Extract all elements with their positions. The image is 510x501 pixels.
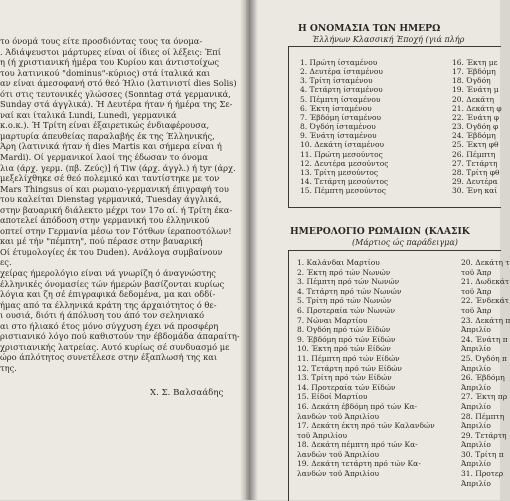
list-item: 10. Έκτη πρό τών Είδών — [297, 344, 391, 354]
list-item: τοϋ Άπρ — [461, 267, 492, 277]
list-item: 29. Τετάρτη — [461, 430, 507, 440]
list-item: και μέ τήν "πέμπτη", πού πέρασε στην βαυαρική — [0, 236, 203, 247]
list-item: 20. Δεκάτη — [452, 94, 495, 104]
list-item: Άρη (λατινικά ήταν ή dies Martis και σήμερα είναι ή — [0, 141, 222, 152]
list-item: Άπριλίο — [461, 401, 491, 411]
list-item: λόγια και ζη σέ έπιγραφικά δεδομένα, μα και οδδί- — [0, 289, 216, 300]
list-item: 22. Ένάτη φ — [452, 112, 499, 122]
list-item: στην βαυαρική διάλεκτο μέχρι τον 17ο αί. ή Τρίτη έκα- — [0, 204, 233, 215]
list-item: ριστιανικό λόγο πού καθιστούν την έβδομάδα άπαραίτη- — [0, 331, 240, 342]
list-item: 27. Έκτη πρ — [461, 392, 508, 402]
list-item: 25. Όγδόη π — [461, 353, 507, 363]
list-item: αν είναι άμεσοφανή στό θεό Ήλιο (λατινιστί dies Solis) — [0, 78, 237, 89]
list-item: 26. Έβδόμη — [461, 373, 505, 383]
list-item: 28. Πέμπτη — [461, 411, 505, 421]
list-item: Άπριλίο — [461, 459, 491, 469]
list-item: λανδών τοϋ Άπριλίου — [297, 411, 380, 421]
list-item: Άπριλίο — [461, 344, 491, 354]
list-item: Mardi). Οί γερμανικοί λαοί της έδωσαν το όνομα — [0, 152, 208, 163]
section-title-greek-days: Η ΟΝΟΜΑΣΙΑ ΤΩΝ ΗΜΕΡΩ — [298, 23, 441, 34]
list-item: 21. Δεκάτη φ — [452, 103, 502, 113]
list-item: 5. Τρίτη πρό τών Νωνών — [297, 296, 392, 306]
list-item: 11. Πρώτη μεσούντος — [300, 149, 383, 159]
list-item: 5. Πέμπτη ίσταμένου — [300, 94, 381, 104]
list-item: 17. Έβδόμη — [452, 67, 496, 77]
list-item: κ.ο.κ.). Ή Τρίτη είναι έξαιρετικώς ένδιαφέρουσα, — [0, 120, 210, 131]
list-item: Άπριλίο — [461, 363, 491, 373]
essay-text — [0, 36, 240, 398]
list-item: αι στο ήλιακό έτος μόνο σύγχυση έχει νά προσφέρη — [0, 320, 219, 331]
list-item: 7. Έβδόμη ίσταμένου — [300, 112, 382, 122]
author-signature: Χ. Σ. Βαλσαάδης — [150, 388, 224, 398]
list-item: 14. Προτεραία τών Είδών — [297, 382, 396, 392]
list-item: έλληνικές όνομασίες τών ήμερών βασίζονται κυρίως — [0, 278, 225, 289]
list-item: αποτελεί άπόδοση στην γερμανική του έλληνικού — [0, 215, 210, 226]
list-item: Άπριλίο — [461, 440, 491, 450]
list-item: 2. Έκτη πρό τών Νωνών — [297, 267, 391, 277]
list-item: 17. Δεκάτη έκτη πρό τών Καλανδών — [297, 421, 435, 431]
list-item: η (ή χριστιανική ήμέρα του Κυρίου και άντιστοίχως — [0, 57, 220, 68]
left-page — [0, 0, 246, 500]
list-item: 12. Τετάρτη πρό τών Είδών — [297, 363, 402, 373]
list-item: λια (άρχ. γερμ. (πβ. Ζεύς)] ή Tiw (άρχ. άγγλ.) ή tyr (άρχ. — [0, 162, 236, 173]
list-item: λανδών τοϋ Άπριλίου — [297, 449, 380, 459]
list-item: 7. Νώναι Μαρτίου — [297, 315, 368, 325]
list-item: 30. Τρίτη π — [461, 449, 504, 459]
list-item: 1. Πρώτη ίσταμένου — [300, 58, 378, 67]
list-item: οπτεί στην Γερμανία μέσω τον Γότθων ίεραποστόλων! — [0, 225, 232, 236]
greek-days-list-col1 — [300, 58, 468, 195]
list-item: 6. Προτεραία τών Νωνών — [297, 305, 396, 315]
list-item: 8. Όγδόη ίσταμένου — [300, 122, 376, 132]
section-subtitle-roman-calendar: (Μάρτιος ώς παράδειγμα) — [352, 238, 458, 247]
list-item: 8. Όγδόη πρό τών Είδών — [297, 325, 391, 335]
list-item: 12. Δευτέρα μεσούντος — [300, 158, 389, 168]
list-item: λανδών τοϋ Άπριλίου — [297, 469, 380, 479]
list-item: Mars Thingsus οί και ρωμαιο-γερμανική έπιγραφή του — [0, 183, 229, 194]
list-item: 19. Δεκάτη τετάρτη πρό τών Κα- — [297, 459, 421, 469]
list-item: Άπριλίο — [461, 325, 491, 335]
list-item: 24. Ένάτη π — [461, 334, 508, 344]
list-item: 31. Προτερ — [461, 469, 504, 479]
list-item: ι ουσιά, διότι ή άπόλυση του άπό τον σεληνιακό — [0, 310, 205, 321]
list-item: 13. Τρίτη μεσούντος — [300, 167, 379, 177]
list-item: 13. Τρίτη πρό τών Είδών — [297, 373, 392, 383]
list-item: 3. Πέμπτη πρό τών Νωνών — [297, 277, 400, 287]
book-gutter — [240, 0, 258, 500]
list-item: . Άδιάψευστοι μάρτυρες είναι οί ίδιες οί λέξεις: Έπί — [0, 46, 221, 57]
list-item: 10. Δεκάτη ίσταμένου — [300, 140, 385, 150]
list-item: το όνομά τους είτε προσδιόντας τους τα όνομα- — [0, 36, 203, 46]
list-item: μεξελίχθηκε σέ θεό πολεμικό και ταυτίστηκε με τον — [0, 173, 220, 184]
list-item: του λατινικού "dominus"-κύριος) στά ίταλικά και — [0, 67, 211, 78]
list-item: 4. Τετάρτη ίσταμένου — [300, 85, 383, 95]
list-item: χριστιανικής λατρείας. Αυτό κυρίως σέ συνδυασμό με — [0, 341, 230, 352]
list-item: 2. Δευτέρα ίσταμένου — [300, 67, 383, 77]
list-item: μαρτυρία άπευθείας παραλαβής έκ της Έλληνικής, — [0, 130, 215, 141]
roman-calendar-list-col1 — [297, 258, 460, 479]
list-item: 18. Δεκάτη πέμπτη πρό τών Κα- — [297, 440, 418, 450]
list-item: τοϋ Άπρ — [461, 305, 492, 315]
list-item: 9. Ένάτη ίσταμένου — [300, 131, 377, 141]
list-item: ναί και ίταλικά Lundi, Lunedi, γερμανικά — [0, 109, 177, 120]
list-item: 28. Τρίτη φθ — [452, 167, 500, 177]
list-item: 30. Ένη καί — [452, 186, 498, 196]
section-title-roman-calendar: ΗΜΕΡΟΛΟΓΙΟ ΡΩΜΑΙΩΝ (ΚΛΑΣΙΚ — [290, 226, 470, 237]
list-item: τοϋ Άπριλίου — [297, 430, 348, 440]
list-item: 15. Πέμπτη μεσούντος — [300, 186, 386, 196]
list-item: 22. Ένδεκάτ — [461, 296, 509, 306]
list-item: 20. Δεκάτη τ — [461, 258, 510, 267]
list-item: 16. Δεκάτη έβδόμη πρό τών Κα- — [297, 401, 418, 411]
list-item: 27. Τετάρτη — [452, 158, 498, 168]
list-item: 6. Έκτη ίσταμένου — [300, 103, 372, 113]
list-item: 25. Έκτη φθ — [452, 140, 499, 150]
list-item: της. — [0, 362, 17, 373]
list-item: 23. Όγδόη φ — [452, 122, 499, 132]
list-item: Άπριλίο — [461, 478, 491, 488]
list-item: ήμας από τα έλληνικά κράτη της άρχαιότητος ό θε- — [0, 299, 217, 310]
roman-calendar-list-col2 — [461, 258, 510, 488]
list-item: 4. Τετάρτη πρό τών Νωνών — [297, 286, 402, 296]
list-item: 15. Είδοί Μαρτίου — [297, 392, 368, 402]
list-item: 9. Έβδόμη πρό τών Είδών — [297, 334, 396, 344]
list-item: ες. — [0, 257, 12, 268]
list-item: ώρο άπλότητος συνετέλεσε στην έξαπλωσή της και — [0, 352, 218, 363]
list-item: 18. Όγδόη — [452, 76, 491, 86]
list-item: 1. Καλάνδαι Μαρτίου — [297, 258, 380, 267]
list-item: 23. Δεκάτη π — [461, 315, 510, 325]
section-subtitle-greek-days: Έλλήνων Κλασσική Έποχή (γιά πλήρ — [312, 35, 465, 44]
list-item: 16. Έκτη με — [452, 58, 498, 67]
list-item: 19. Ένάτη μ — [452, 85, 499, 95]
list-item: Sunday στά άγγλικά). Ή Δευτέρα ήταν ή ήμέρα της Σε- — [0, 99, 233, 110]
list-item: του καλείται Dienstag γερμανικά, Tuesday άγγλικά, — [0, 194, 222, 205]
list-item: τοϋ Άπρ — [461, 286, 492, 296]
list-item: 3. Τρίτη ίσταμένου — [300, 76, 373, 86]
list-item: 14. Τετάρτη μεσούντος — [300, 177, 389, 187]
list-item: Άπριλίο — [461, 382, 491, 392]
list-item: Οί έτυμολογίες έκ του Duden). Ανάλογα συμβαίνουν — [0, 246, 223, 257]
list-item: 24. Έβδόμη — [452, 131, 496, 141]
list-item: 29. Δευτέρα — [452, 177, 498, 187]
list-item: ότι στις τευτονικές γλώσσες (Sonntag στά γερμανικά, — [0, 88, 231, 99]
list-item: χείρας ήμερολόγιο είναι νά γνωρίζη ό άναγνώστης — [0, 268, 216, 279]
list-item: 26. Πέμπτη — [452, 149, 496, 159]
list-item: Άπριλίο — [461, 421, 491, 431]
list-item: 11. Πέμπτη πρό τών Είδών — [297, 353, 400, 363]
greek-days-list-col2 — [452, 58, 500, 195]
list-item: 21. Δωδεκάτ — [461, 277, 510, 287]
